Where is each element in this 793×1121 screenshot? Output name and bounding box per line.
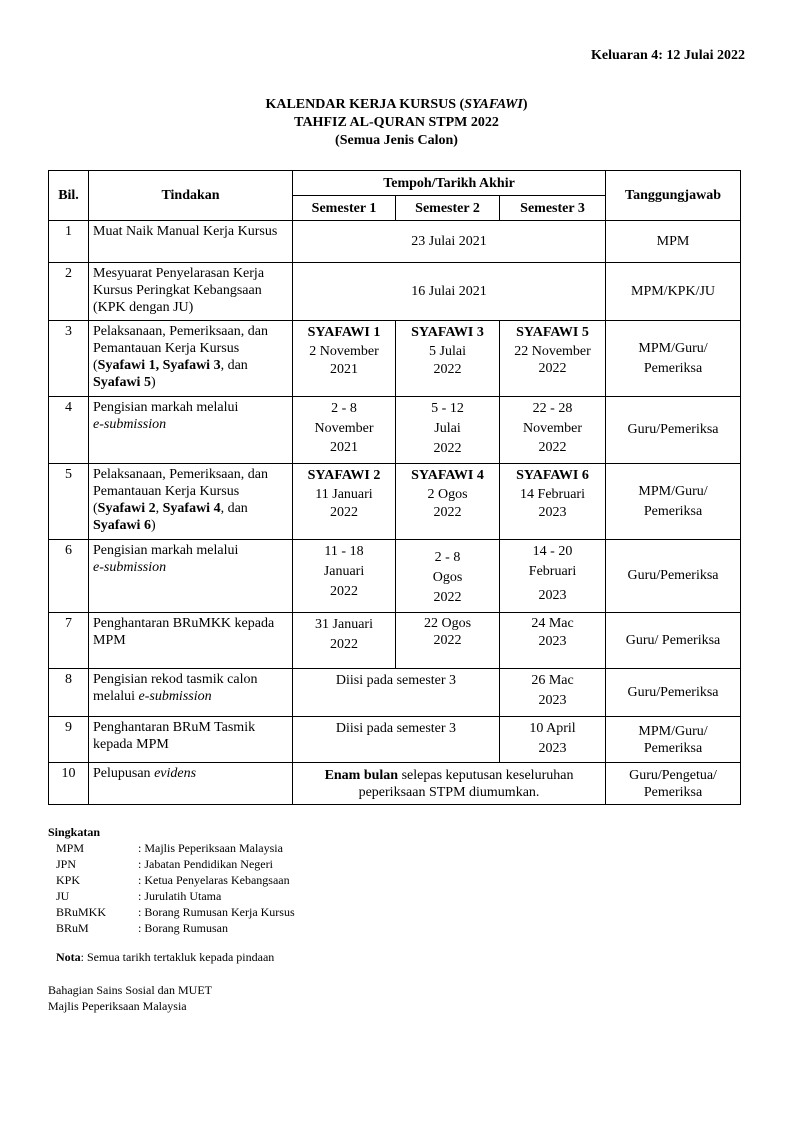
header-responsibility: Tanggungjawab — [606, 171, 741, 221]
cell-action: Penghantaran BRuM Tasmik kepada MPM — [89, 717, 293, 763]
cell-bil: 2 — [49, 263, 89, 321]
table-row — [49, 221, 741, 263]
resp-line: Pemeriksa — [643, 784, 703, 800]
date-line: 14 Februari — [520, 487, 585, 502]
action-text: Pengisian markah melalui — [93, 400, 239, 415]
footer-line-1: Bahagian Sains Sosial dan MUET — [48, 983, 212, 997]
cell-action — [89, 763, 293, 805]
abbreviations-heading: Singkatan — [48, 825, 101, 839]
cell-action: Penghantaran BRuMKK kepada MPM — [89, 613, 293, 669]
cell-responsibility: Guru/Pemeriksa — [606, 397, 741, 464]
cell-responsibility: MPM — [606, 221, 741, 263]
cell-responsibility — [606, 763, 741, 805]
table-row — [49, 717, 741, 763]
date-line: Julai — [434, 421, 461, 436]
action-text-end: ) — [150, 518, 156, 533]
date-line: Ogos — [432, 570, 463, 585]
abbreviation-value: : Majlis Peperiksaan Malaysia — [138, 841, 283, 855]
syafawi-label: SYAFAWI 2 — [307, 468, 381, 483]
date-line: 10 April — [529, 721, 576, 736]
abbreviation-item — [48, 888, 295, 904]
action-sep: , dan — [220, 501, 248, 516]
title-italic: SYAFAWI — [464, 97, 523, 112]
action-text: Pelaksanaan, Pemeriksaan, dan Pemantauan Kerja Kursus ( — [93, 467, 268, 516]
resp-line: MPM/Guru/ — [638, 723, 708, 739]
date-line: 22 - 28 — [532, 401, 573, 416]
date-line: 2022 — [330, 584, 358, 599]
date-line: 2023 — [538, 693, 567, 708]
abbreviation-value: : Ketua Penyelaras Kebangsaan — [138, 873, 290, 887]
date-line: 2023 — [538, 741, 567, 756]
cell-semester-2 — [396, 464, 500, 540]
header-semester-3: Semester 3 — [500, 196, 606, 221]
coursework-calendar-table — [48, 170, 741, 805]
cell-semester-2 — [396, 321, 500, 397]
date-line: November — [314, 421, 374, 436]
abbreviations-section — [48, 824, 295, 936]
header-action: Tindakan — [89, 171, 293, 221]
action-bold: Syafawi 1 — [97, 358, 156, 373]
date-line: 2022 — [433, 362, 462, 377]
action-bold: Syafawi 4 — [162, 501, 221, 516]
note-label: Nota — [56, 950, 81, 964]
cell-action — [89, 464, 293, 540]
action-bold-sep: , — [155, 358, 163, 373]
cell-semester-3 — [500, 464, 606, 540]
footer-line-2: Majlis Peperiksaan Malaysia — [48, 999, 187, 1013]
abbreviation-key: KPK — [56, 873, 81, 887]
syafawi-label: SYAFAWI 4 — [411, 468, 484, 483]
cell-bil: 5 — [49, 464, 89, 540]
cell-semester-1 — [293, 397, 396, 464]
date-line: 2022 — [330, 637, 358, 652]
date-line: 11 Januari — [315, 487, 373, 502]
action-bold: Syafawi 5 — [93, 375, 151, 390]
date-line: 2021 — [330, 440, 358, 455]
cell-date-merged: 16 Julai 2021 — [293, 263, 606, 321]
date-line: 2022 — [538, 440, 567, 455]
date-line: 2022 — [538, 361, 567, 376]
date-line: 2 - 8 — [331, 401, 357, 416]
cell-action: Muat Naik Manual Kerja Kursus — [89, 221, 293, 263]
syafawi-label: SYAFAWI 5 — [516, 325, 589, 340]
cell-responsibility — [606, 321, 741, 397]
cell-semester-3 — [500, 540, 606, 613]
date-line: 2023 — [538, 505, 567, 520]
action-italic: e-submission — [93, 560, 167, 575]
title-line-3: (Semua Jenis Calon) — [335, 133, 458, 148]
date-line: 14 - 20 — [532, 544, 573, 559]
date-line: 11 - 18 — [324, 544, 364, 559]
action-italic: evidens — [154, 766, 197, 781]
cell-date-merged: 23 Julai 2021 — [293, 221, 606, 263]
date-line: 2023 — [538, 588, 567, 603]
abbreviation-key: JU — [56, 889, 70, 903]
abbreviation-key: BRuMKK — [56, 905, 107, 919]
cell-responsibility: Guru/Pemeriksa — [606, 540, 741, 613]
date-line: 2022 — [330, 505, 358, 520]
date-line: 2 Ogos — [427, 487, 468, 502]
action-sep: , dan — [220, 358, 248, 373]
resp-line: Pemeriksa — [643, 503, 703, 519]
date-line: November — [522, 421, 583, 436]
cell-semester-1-2-merged: Diisi pada semester 3 — [293, 669, 500, 717]
table-row — [49, 540, 741, 613]
issue-label: Keluaran 4: 12 Julai 2022 — [590, 48, 745, 63]
action-text: Pengisian markah melalui — [93, 543, 239, 558]
cell-semester-3 — [500, 717, 606, 763]
abbreviation-value: : Borang Rumusan — [138, 921, 228, 935]
action-bold: Syafawi 6 — [93, 518, 151, 533]
cell-action — [89, 321, 293, 397]
abbreviation-value: : Jabatan Pendidikan Negeri — [138, 857, 273, 871]
cell-responsibility: Guru/Pemeriksa — [606, 669, 741, 717]
note-text: : Semua tarikh tertakluk kepada pindaan — [80, 950, 275, 964]
cell-action — [89, 397, 293, 464]
cell-semester-1 — [293, 321, 396, 397]
cell-semester-1 — [293, 464, 396, 540]
cell-action — [89, 540, 293, 613]
date-line: 2021 — [330, 362, 358, 377]
cell-semester-2 — [396, 540, 500, 613]
action-text: Pelupusan — [93, 766, 155, 781]
cell-semester-1 — [293, 613, 396, 669]
cell-semester-3 — [500, 613, 606, 669]
document-title — [0, 96, 793, 150]
cell-semester-3 — [500, 669, 606, 717]
table-row — [49, 464, 741, 540]
date-line: 2022 — [433, 441, 462, 456]
date-line: 2022 — [433, 633, 462, 648]
abbreviation-value: : Jurulatih Utama — [138, 889, 222, 903]
date-line: 2022 — [433, 505, 462, 520]
table-row — [49, 669, 741, 717]
title-text-end: ) — [522, 97, 528, 112]
header-period: Tempoh/Tarikh Akhir — [293, 171, 606, 196]
title-line-2: TAHFIZ AL-QURAN STPM 2022 — [294, 115, 499, 130]
cell-responsibility: MPM/KPK/JU — [606, 263, 741, 321]
action-bold: Syafawi 3 — [162, 358, 221, 373]
abbreviation-value: : Borang Rumusan Kerja Kursus — [138, 905, 295, 919]
date-line: Februari — [528, 564, 577, 579]
syafawi-label: SYAFAWI 3 — [411, 325, 484, 340]
merged-text: selepas keputusan keseluruhan peperiksaan STPM diumumkan. — [358, 767, 574, 800]
cell-action: Mesyuarat Penyelarasan Kerja Kursus Peringkat Kebangsaan (KPK dengan JU) — [89, 263, 293, 321]
table-row — [49, 763, 741, 805]
date-line: 2 - 8 — [434, 550, 461, 565]
cell-semester-3 — [500, 321, 606, 397]
cell-responsibility — [606, 717, 741, 763]
cell-responsibility — [606, 464, 741, 540]
cell-bil: 9 — [49, 717, 89, 763]
cell-bil: 6 — [49, 540, 89, 613]
action-bold: Syafawi 2 — [97, 501, 156, 516]
date-line: 5 Julai — [429, 344, 466, 359]
cell-bil: 10 — [49, 763, 89, 805]
date-line: 5 - 12 — [431, 401, 464, 416]
table-row — [49, 397, 741, 464]
note — [56, 950, 274, 965]
resp-line: Pemeriksa — [643, 740, 703, 756]
date-line: 26 Mac — [531, 673, 574, 688]
table-row — [49, 321, 741, 397]
date-line: 22 Ogos — [423, 616, 472, 631]
syafawi-label: SYAFAWI 6 — [516, 468, 589, 483]
resp-line: Pemeriksa — [643, 360, 703, 376]
cell-semester-1 — [293, 540, 396, 613]
cell-semester-2 — [396, 397, 500, 464]
abbreviation-key: MPM — [56, 841, 85, 855]
action-sep: , — [155, 501, 163, 516]
header-semester-2: Semester 2 — [396, 196, 500, 221]
cell-semester-2 — [396, 613, 500, 669]
abbreviation-item — [48, 920, 295, 936]
cell-semester-1-2-merged: Diisi pada semester 3 — [293, 717, 500, 763]
cell-responsibility: Guru/ Pemeriksa — [606, 613, 741, 669]
resp-line: MPM/Guru/ — [638, 483, 708, 499]
date-line: Januari — [323, 564, 365, 579]
syafawi-label: SYAFAWI 1 — [307, 325, 381, 340]
action-text: Pengisian rekod tasmik calon melalui — [93, 672, 258, 704]
footer — [48, 982, 212, 1014]
cell-bil: 7 — [49, 613, 89, 669]
abbreviation-item — [48, 872, 295, 888]
action-italic: e-submission — [93, 417, 167, 432]
date-line: 31 Januari — [315, 617, 373, 632]
abbreviation-key: BRuM — [56, 921, 89, 935]
abbreviation-item — [48, 856, 295, 872]
cell-semester-3 — [500, 397, 606, 464]
date-line: 2 November — [309, 344, 379, 359]
date-line: 24 Mac — [531, 616, 574, 631]
date-line: 2022 — [433, 590, 462, 605]
table-row — [49, 263, 741, 321]
action-italic: e-submission — [138, 689, 212, 704]
resp-line: MPM/Guru/ — [638, 340, 708, 356]
title-line-1 — [0, 96, 793, 114]
date-line: 22 November — [514, 344, 591, 359]
abbreviation-item — [48, 840, 295, 856]
cell-action — [89, 669, 293, 717]
header-bil: Bil. — [49, 171, 89, 221]
date-line: 2023 — [538, 634, 567, 649]
cell-bil: 8 — [49, 669, 89, 717]
abbreviation-key: JPN — [56, 857, 77, 871]
action-text-end: ) — [150, 375, 156, 390]
header-semester-1: Semester 1 — [293, 196, 396, 221]
action-text: Pelaksanaan, Pemeriksaan, dan Pemantauan Kerja Kursus ( — [93, 324, 268, 373]
merged-bold: Enam bulan — [324, 767, 399, 783]
cell-date-merged — [293, 763, 606, 805]
cell-bil: 3 — [49, 321, 89, 397]
cell-bil: 4 — [49, 397, 89, 464]
cell-bil: 1 — [49, 221, 89, 263]
table-row — [49, 613, 741, 669]
title-text: KALENDAR KERJA KURSUS ( — [265, 97, 465, 112]
resp-line: Guru/Pengetua/ — [629, 767, 717, 783]
abbreviation-item — [48, 904, 295, 920]
